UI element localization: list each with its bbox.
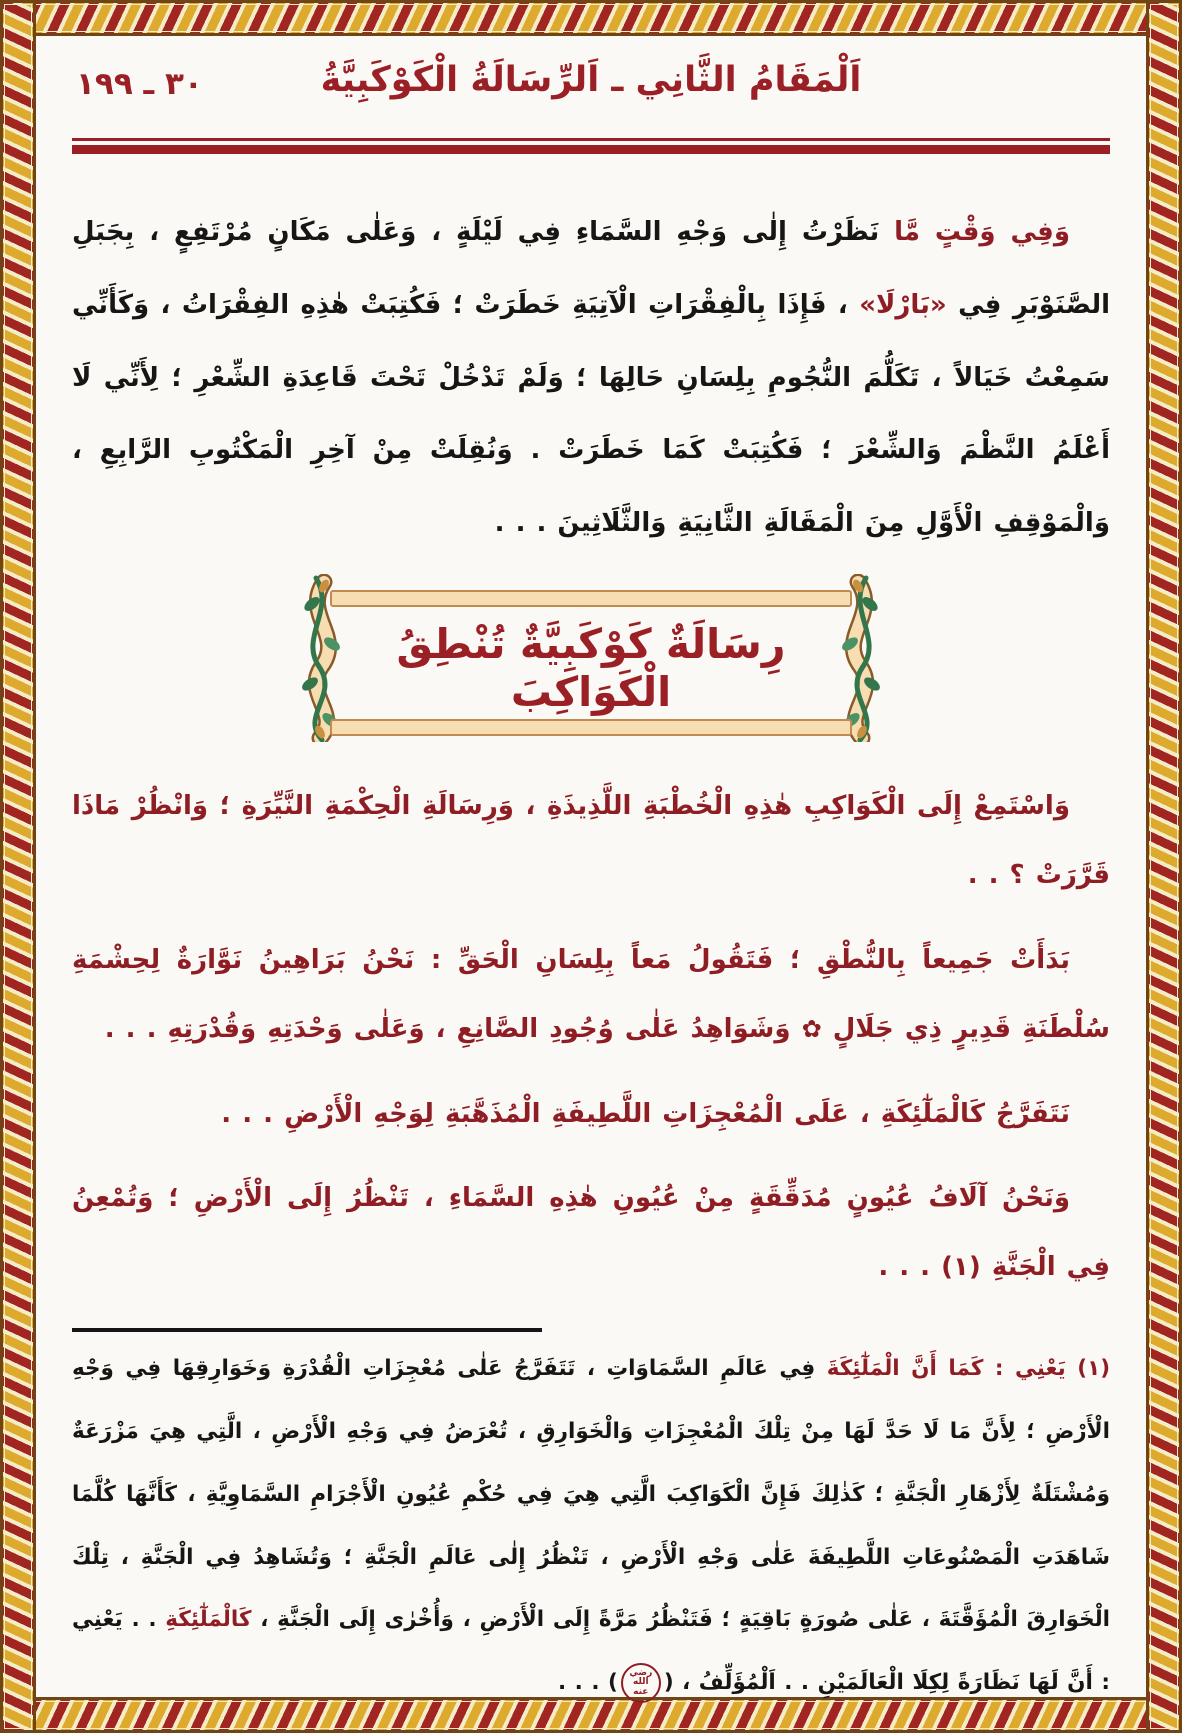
header-rule-thick bbox=[72, 145, 1110, 154]
speech-paragraph bbox=[72, 926, 1110, 1064]
eyes-trailing: . . . bbox=[878, 1252, 942, 1283]
footnote-text-b: . . يَعْنِي : أَنَّ لَهَا نَظَارَةً لِكِلَا الْعَالَمَيْنِ . . اَلْمُؤَلِّفُ ، ( bbox=[72, 1607, 1110, 1696]
title-banner bbox=[296, 574, 886, 742]
speech-text-b: وَشَوَاهِدُ عَلٰى وُجُودِ الصَّانِعِ ، وَعَلٰى وَحْدَتِهِ وَقُدْرَتِهِ . . . bbox=[104, 1013, 802, 1044]
footnote-separator bbox=[72, 1328, 542, 1332]
intro-text-a: نَظَرْتُ إِلٰى وَجْهِ السَّمَاءِ فِي لَيْلَةٍ ، وَعَلٰى مَكَانٍ مُرْتَفِعٍ ، بِجَبَلِ الصَّنَوْبَرِ فِي bbox=[72, 217, 1111, 320]
chapter-title: اَلْمَقَامُ الثَّانِي ـ اَلرِّسَالَةُ الْكَوْكَبِيَّةُ bbox=[320, 60, 862, 100]
footnote-highlight: كَالْمَلٰٓئِكَةِ bbox=[165, 1607, 252, 1633]
banner-ribbon-bottom bbox=[330, 719, 852, 736]
flower-ornament-icon: ✿ bbox=[801, 1014, 822, 1043]
footnote-ref: (١) bbox=[941, 1252, 981, 1283]
footnote-trailing: ) . . . bbox=[558, 1670, 618, 1696]
listen-paragraph: وَاسْتَمِعْ إِلَى الْكَوَاكِبِ هٰذِهِ الْخُطْبَةِ اللَّذِيذَةِ ، وَرِسَالَةِ الْحِكْمَةِ النَّيِّرَةِ ؛ وَانْظُرْ مَاذَا قَرَّرَتْ ؟ . . bbox=[72, 790, 1110, 890]
speech-text-a: بَدَأَتْ جَمِيعاً بِالنُّطْقِ ؛ فَتَقُولُ مَعاً بِلِسَانِ الْحَقِّ : نَحْنُ بَرَاهِينُ نَوَّارَةٌ لِحِشْمَةِ سُلْطَنَةِ قَدِيرٍ ذِي جَلَالٍ bbox=[72, 944, 1110, 1044]
place-name-barla: «بَارْلَا» bbox=[859, 289, 947, 320]
author-seal-icon: رضي الله عنه bbox=[621, 1663, 661, 1703]
border-chain-right-icon bbox=[1146, 0, 1182, 1733]
footnote-paragraph bbox=[72, 1338, 1110, 1715]
border-chain-left-icon bbox=[0, 0, 36, 1733]
intro-lead: وَفِي وَقْتٍ مَّا bbox=[894, 217, 1070, 247]
eyes-paragraph bbox=[72, 1164, 1110, 1302]
banner-ribbon-top bbox=[330, 590, 852, 607]
page-content bbox=[72, 54, 1111, 1697]
footnote-text-a: فِي عَالَمِ السَّمَاوَاتِ ، تَتَفَرَّجُ عَلٰى مُعْجِزَاتِ الْقُدْرَةِ وَخَوَارِقِهَا فِي وَجْهِ الْأَرْضِ ؛ لِأَنَّ مَا لَا حَدَّ لَهَا مِنْ تِلْكَ الْمُعْجِزَاتِ وَالْخَوَارِقِ ، تُعْرَضُ فِي وَجْهِ الْأَرْضِ ، الَّتِي هِيَ مَزْرَعَةٌ وَمُشْتَلَةٌ لِأَزْهَارِ الْجَنَّةِ ؛ كَذٰلِكَ فَإِنَّ الْكَوَاكِبَ الَّتِي هِيَ فِي حُكْمِ عُيُونِ الْأَجْرَامِ السَّمَاوِيَّةِ ، كَأَنَّهَا كُلَّمَا شَاهَدَتِ الْمَصْنُوعَاتِ اللَّطِيفَةَ عَلٰى وَجْهِ الْأَرْضِ ، تَنْظُرُ إِلٰى عَالَمِ الْجَنَّةِ ؛ وَتُشَاهِدُ فِي الْجَنَّةِ ، تِلْكَ الْخَوَارِقَ الْمُؤَقَّتَةَ ، عَلٰى صُورَةٍ بَاقِيَةٍ ؛ فَتَنْظُرُ مَرَّةً إِلَى الْأَرْضِ ، وَأُخْرٰى إِلَى الْجَنَّةِ ، bbox=[72, 1356, 1111, 1633]
header-rule-thin bbox=[72, 138, 1110, 141]
intro-text-b: ، فَإِذَا بِالْفِقْرَاتِ الْآتِيَةِ خَطَرَتْ ؛ فَكُتِبَتْ هٰذِهِ الفِقْرَاتُ ، وَكَأَنِّي سَمِعْتُ خَيَالاً ، تَكَلُّمَ النُّجُومِ بِلِسَانِ حَالِهَا ؛ وَلَمْ تَدْخُلْ تَحْتَ قَاعِدَةِ الشِّعْرِ ؛ لِأَنِّي لَا أَعْلَمُ النَّظْمَ وَالشِّعْرَ ؛ فَكُتِبَتْ كَمَا خَطَرَتْ . وَنُقِلَتْ مِنْ آخِرِ الْمَكْتُوبِ الرَّابِعِ ، وَالْمَوْقِفِ الْأَوَّلِ مِنَ الْمَقَالَةِ الثَّانِيَةِ وَالثَّلَاثِينَ . . . bbox=[72, 289, 1110, 539]
intro-paragraph bbox=[72, 196, 1110, 560]
page-number: ٣٠ ـ ١٩٩ bbox=[76, 66, 203, 102]
angels-paragraph: نَتَفَرَّجُ كَالْمَلٰٓئِكَةِ ، عَلَى الْمُعْجِزَاتِ اللَّطِيفَةِ الْمُذَهَّبَةِ لِوَجْهِ الْأَرْضِ . . . bbox=[221, 1098, 1070, 1129]
eyes-text: وَنَحْنُ آلَافُ عُيُونٍ مُدَقِّقَةٍ مِنْ عُيُونِ هٰذِهِ السَّمَاءِ ، تَنْظُرُ إِلَى الْأَرْضِ ؛ وَتُمْعِنُ فِي الْجَنَّةِ bbox=[72, 1183, 1110, 1283]
border-chain-top-icon bbox=[0, 0, 1182, 36]
treatise-title: رِسَالَةٌ كَوْكَبِيَّةٌ تُنْطِقُ الْكَوَاكِبَ bbox=[396, 619, 786, 716]
footnote-lead: (١) يَعْنِي : كَمَا أَنَّ الْمَلٰٓئِكَةَ bbox=[826, 1356, 1111, 1382]
page-header bbox=[72, 54, 1110, 138]
